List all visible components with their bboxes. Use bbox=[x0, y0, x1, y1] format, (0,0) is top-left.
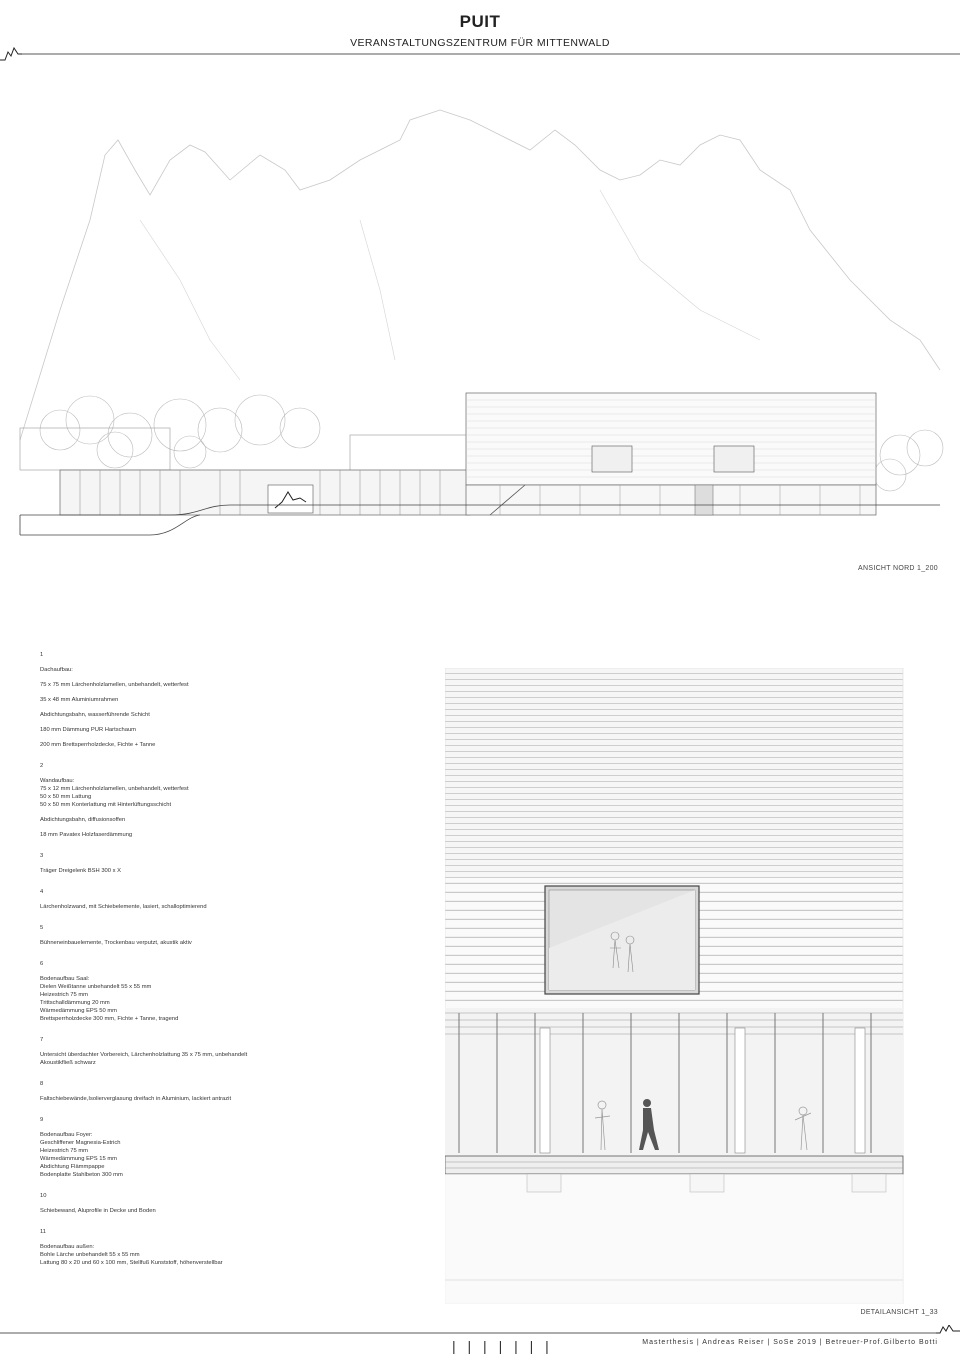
spec-number: 3 bbox=[40, 853, 44, 859]
spec-item bbox=[40, 888, 370, 911]
spec-line: Lattung 80 x 20 und 60 x 100 mm, Stellfuß Kunststoff, höhenverstellbar bbox=[40, 1260, 223, 1266]
spec-item bbox=[40, 924, 370, 947]
spec-line: 75 x 75 mm Lärchenholzlamellen, unbehandelt, wetterfest bbox=[40, 682, 189, 688]
spec-number: 6 bbox=[40, 961, 44, 967]
spec-line: Wandaufbau: bbox=[40, 778, 75, 784]
construction-spec-list bbox=[40, 651, 370, 1273]
spec-item bbox=[40, 1192, 370, 1215]
spec-number: 8 bbox=[40, 1081, 44, 1087]
spec-item bbox=[40, 960, 370, 1023]
page-title: PUIT bbox=[459, 12, 501, 31]
spec-line: Geschliffener Magnesia-Estrich bbox=[40, 1140, 121, 1146]
spec-item bbox=[40, 651, 370, 749]
spec-line: 35 x 48 mm Aluminiumrahmen bbox=[40, 697, 119, 703]
spec-line: Bodenaufbau Saal: bbox=[40, 976, 90, 982]
spec-number: 1 bbox=[40, 652, 44, 658]
spec-line: 18 mm Pavatex Holzfaserdämmung bbox=[40, 832, 133, 838]
spec-line: Faltschiebewände,Isolierverglasung dreifach in Aluminium, lackiert antrazit bbox=[40, 1096, 232, 1102]
spec-line: 50 x 50 mm Lattung bbox=[40, 794, 92, 800]
detail-elevation-drawing bbox=[445, 668, 933, 1304]
spec-line: Abdichtung Flämmpappe bbox=[40, 1164, 105, 1170]
page-subtitle: VERANSTALTUNGSZENTRUM FÜR MITTENWALD bbox=[350, 37, 610, 49]
spec-number: 5 bbox=[40, 925, 44, 931]
spec-item bbox=[40, 1116, 370, 1179]
spec-line: 180 mm Dämmung PUR Hartschaum bbox=[40, 727, 136, 733]
spec-line: Heizestrich 75 mm bbox=[40, 992, 88, 998]
trees-right bbox=[874, 430, 943, 491]
spec-line: Lärchenholzwand, mit Schiebelemente, lasiert, schalloptimierend bbox=[40, 904, 207, 910]
spec-number: 9 bbox=[40, 1117, 44, 1123]
spec-line: Brettsperrholzdecke 300 mm, Fichte + Tanne, tragend bbox=[40, 1016, 179, 1022]
spec-line: Bodenplatte Stahlbeton 300 mm bbox=[40, 1172, 123, 1178]
spec-item bbox=[40, 1228, 370, 1267]
spec-line: 75 x 12 mm Lärchenholzlamellen, unbehandelt, wetterfest bbox=[40, 786, 189, 792]
elevation-caption: ANSICHT NORD 1_200 bbox=[858, 565, 938, 572]
spec-line: Heizestrich 75 mm bbox=[40, 1148, 88, 1154]
spec-number: 4 bbox=[40, 889, 44, 895]
spec-line: Akoustikfließ schwarz bbox=[40, 1060, 96, 1066]
spec-line: Untersicht überdachter Vorbereich, Lärchenholzlattung 35 x 75 mm, unbehandelt bbox=[40, 1052, 248, 1058]
mountain-silhouette bbox=[20, 110, 940, 440]
spec-item bbox=[40, 1080, 370, 1103]
north-elevation-drawing bbox=[0, 80, 960, 550]
spec-number: 7 bbox=[40, 1037, 44, 1043]
detail-caption: DETAILANSICHT 1_33 bbox=[860, 1309, 938, 1316]
footer-credits: Masterthesis | Andreas Reiser | SoSe 2019 | Betreuer-Prof.Gilberto Botti bbox=[642, 1339, 938, 1346]
mountain-logo-icon bbox=[936, 1325, 960, 1333]
spec-item bbox=[40, 1036, 370, 1067]
mountain-logo-icon bbox=[0, 48, 22, 60]
spec-number: 2 bbox=[40, 763, 44, 769]
spec-line: Bodenaufbau Foyer: bbox=[40, 1132, 93, 1138]
spec-line: Dielen Weißtanne unbehandelt 55 x 55 mm bbox=[40, 984, 152, 990]
spec-item bbox=[40, 852, 370, 875]
footer-marks: | | | | | | | bbox=[452, 1338, 553, 1354]
spec-line: Bodenaufbau außen: bbox=[40, 1244, 95, 1250]
spec-line: 200 mm Brettsperrholzdecke, Fichte + Tanne bbox=[40, 742, 156, 748]
spec-number: 11 bbox=[40, 1229, 47, 1235]
header-rule bbox=[0, 40, 960, 65]
trees-left bbox=[40, 395, 320, 468]
spec-line: Dachaufbau: bbox=[40, 667, 73, 673]
spec-line: Schiebewand, Aluprofile in Decke und Boden bbox=[40, 1208, 156, 1214]
spec-line: Wärmedämmung EPS 15 mm bbox=[40, 1156, 117, 1162]
spec-line: Wärmedämmung EPS 50 mm bbox=[40, 1008, 117, 1014]
spec-number: 10 bbox=[40, 1193, 47, 1199]
spec-line: 50 x 50 mm Konterlattung mit Hinterlüftungsschicht bbox=[40, 802, 172, 808]
spec-line: Träger Dreigelenk BSH 300 x X bbox=[40, 868, 121, 874]
spec-line: Abdichtungsbahn, wasserführende Schicht bbox=[40, 712, 150, 718]
spec-line: Abdichtungsbahn, diffusionsoffen bbox=[40, 817, 126, 823]
spec-line: Trittschalldämmung 20 mm bbox=[40, 1000, 110, 1006]
spec-line: Bühneneinbauelemente, Trockenbau verputzt, akustik aktiv bbox=[40, 940, 192, 946]
spec-item bbox=[40, 762, 370, 839]
spec-line: Bohle Lärche unbehandelt 55 x 55 mm bbox=[40, 1252, 140, 1258]
